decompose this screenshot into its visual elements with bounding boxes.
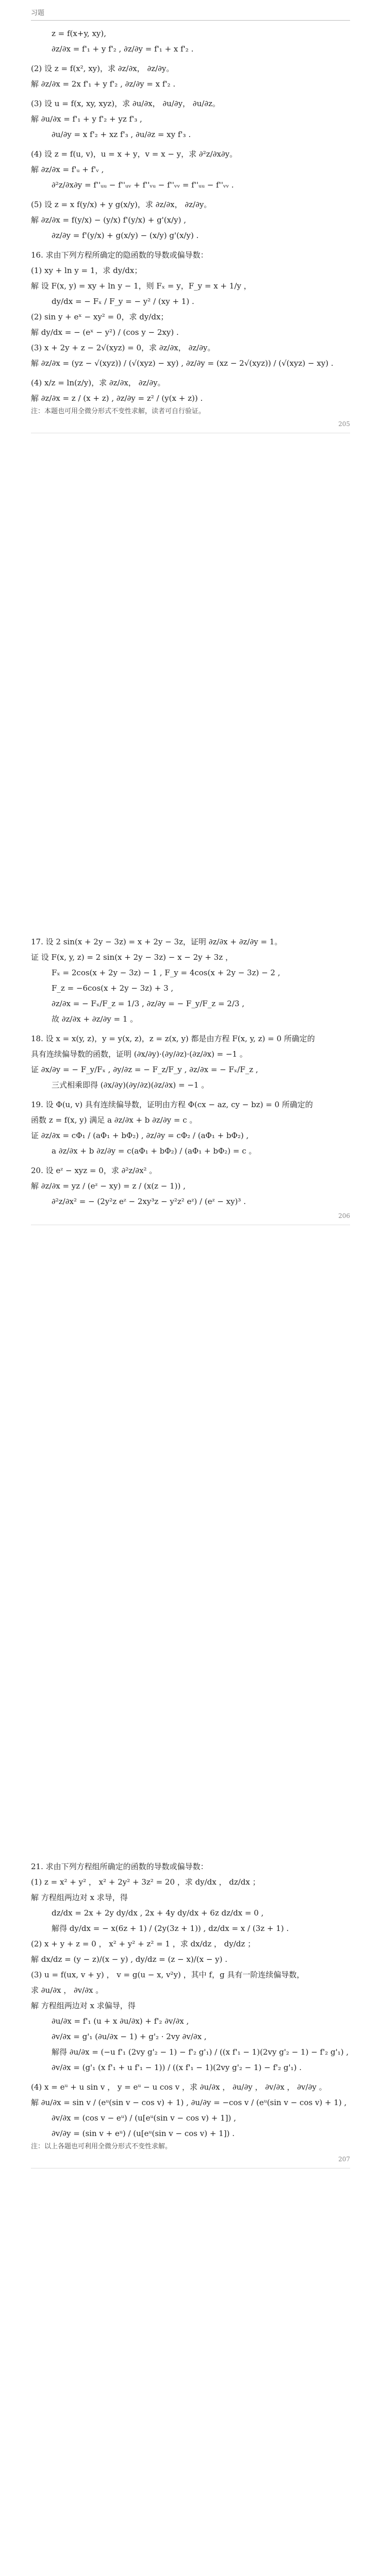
solution-line: 解 ∂z/∂x = (yz − √(xyz)) / (√(xyz) − xy) , ∂z/∂y = (xz − 2√(xyz)) / (√(xyz) − xy) . [31, 359, 334, 368]
solution-line: 证 设 F(x, y, z) = 2 sin(x + 2y − 3z) − x − 2y + 3z ， [31, 953, 233, 962]
problem-line: (4) 设 z = f(u, v)，u = x + y，v = x − y，求 ∂²z/∂x∂y。 [31, 149, 238, 159]
solution-line: 解 ∂z/∂x = z / (x + z) , ∂z/∂y = z² / (y(x + z)) . [31, 394, 203, 403]
page-number: 205 [338, 420, 350, 428]
note-line: 注：以上各题也可利用全微分形式不变性求解。 [31, 2143, 172, 2150]
problem-line: 17. 设 2 sin(x + 2y − 3z) = x + 2y − 3z，证明 ∂z/∂x + ∂z/∂y = 1。 [31, 937, 283, 946]
solution-line: (3) u = f(ux, v + y) ， v = g(u − x, v²y) ，其中 f，g 具有一阶连续偏导数， [31, 1970, 305, 1979]
solution-line: 解 方程组两边对 x 求导，得 [31, 1893, 128, 1902]
solution-line: 证 ∂z/∂x = cΦ₁ / (aΦ₁ + bΦ₂) , ∂z/∂y = cΦ₂ / (aΦ₁ + bΦ₂) , [31, 1131, 249, 1140]
solution-line: 解 ∂z/∂x = f'ᵤ + f'ᵥ , [31, 165, 104, 174]
problem-line: 20. 设 eᶻ − xyz = 0，求 ∂²z/∂x² 。 [31, 1166, 157, 1175]
math-line: a ∂z/∂x + b ∂z/∂y = c(aΦ₁ + bΦ₂) / (aΦ₁ + bΦ₂) = c 。 [52, 1146, 257, 1156]
math-line: ∂v/∂y = (sin v + eᵘ) / (u[eᵘ(sin v − cos v) + 1]) . [52, 2129, 235, 2138]
problem-line: 21. 求由下列方程组所确定的函数的导数或偏导数： [31, 1862, 208, 1871]
math-line: ∂²z/∂x² = − (2y²z eᶻ − 2xy³z − y²z² eᶻ) / (eᶻ − xy)³ . [52, 1197, 246, 1206]
math-line: ∂z/∂x = − Fₓ/F_z = 1/3 , ∂z/∂y = − F_y/F_z = 2/3 , [52, 999, 244, 1008]
solution-line: 解 dx/dz = (y − z)/(x − y) , dy/dz = (z − x)/(x − y) . [31, 1955, 228, 1964]
page-sheet [0, 0, 381, 438]
math-line: dz/dx = 2x + 2y dy/dx , 2x + 4y dy/dx + 6z dz/dx = 0 , [52, 1908, 264, 1918]
solution-line: 解 dy/dx = − (eˣ − y²) / (cos y − 2xy) . [31, 328, 179, 337]
problem-line: (3) 设 u = f(x, xy, xyz)，求 ∂u/∂x， ∂u/∂y， ∂u/∂z。 [31, 99, 220, 108]
math-line: ∂v/∂x = (g'₁ (x f'₁ + u f'₁ − 1)) / ((x f'₁ − 1)(2vy g'₂ − 1) − f'₂ g'₁) . [52, 2063, 302, 2072]
problem-line: 18. 设 x = x(y, z)，y = y(x, z)，z = z(x, y) 都是由方程 F(x, y, z) = 0 所确定的 [31, 1034, 315, 1043]
math-line: ∂z/∂x = f'₁ + y f'₂ , ∂z/∂y = f'₁ + x f'₂ . [52, 44, 194, 54]
solution-line: 求 ∂u/∂x ， ∂v/∂x 。 [31, 1986, 104, 1995]
math-line: ∂²z/∂x∂y = f''ᵤᵤ − f''ᵤᵥ + f''ᵥᵤ − f''ᵥᵥ = f''ᵤᵤ − f''ᵥᵥ . [52, 180, 234, 190]
solution-line: 解 方程组两边对 x 求偏导，得 [31, 2001, 136, 2010]
solution-line: 解 ∂z/∂x = yz / (eᶻ − xy) = z / (x(z − 1)) , [31, 1181, 186, 1191]
math-line: ∂v/∂x = (cos v − eᵘ) / (u[eᵘ(sin v − cos v) + 1]) , [52, 2113, 236, 2123]
solution-line: 解 设 F(x, y) = xy + ln y − 1，则 Fₓ = y，F_y = x + 1/y ， [31, 281, 252, 291]
math-line: ∂v/∂x = g'₁ (∂u/∂x − 1) + g'₂ · 2vy ∂v/∂x , [52, 2032, 207, 2041]
math-line: 故 ∂z/∂x + ∂z/∂y = 1 。 [52, 1014, 138, 1024]
solution-line: 解 ∂z/∂x = 2x f'₁ + y f'₂ , ∂z/∂y = x f'₂ . [31, 79, 176, 89]
page-sheet [0, 1850, 381, 2174]
solution-line: 解 ∂z/∂x = f(y/x) − (y/x) f'(y/x) + g'(x/y) , [31, 215, 187, 225]
math-line: Fₓ = 2cos(x + 2y − 3z) − 1 , F_y = 4cos(x + 2y − 3z) − 2 , [52, 968, 280, 977]
math-line: 三式相乘即得 (∂x/∂y)(∂y/∂z)(∂z/∂x) = −1 。 [52, 1080, 209, 1090]
solution-line: 证 ∂x/∂y = − F_y/Fₓ , ∂y/∂z = − F_z/F_y , ∂z/∂x = − Fₓ/F_z , [31, 1065, 258, 1074]
math-line: ∂z/∂y = f'(y/x) + g(x/y) − (x/y) g'(x/y) . [52, 231, 199, 240]
page-sheet [0, 925, 381, 1230]
solution-line: (3) x + 2y + z − 2√(xyz) = 0，求 ∂z/∂x， ∂z/∂y。 [31, 343, 216, 352]
solution-line: (1) z = x² + y² ， x² + 2y² + 3z² = 20 ，求 dy/dx ， dz/dx ； [31, 1877, 260, 1887]
solution-line: 具有连续偏导数的函数，证明 (∂x/∂y)·(∂y/∂z)·(∂z/∂x) = −1 。 [31, 1049, 247, 1059]
solution-line: (2) sin y + eˣ − xy² = 0，求 dy/dx； [31, 312, 169, 321]
problem-line: 16. 求由下列方程所确定的隐函数的导数或偏导数： [31, 250, 208, 260]
solution-line: (1) xy + ln y = 1，求 dy/dx； [31, 266, 142, 275]
page-number: 206 [338, 1212, 350, 1219]
page-header: 习题 [31, 5, 350, 21]
solution-line: 函数 z = f(x, y) 满足 a ∂z/∂x + b ∂z/∂y = c 。 [31, 1115, 197, 1125]
solution-line: 解 ∂u/∂x = f'₁ + y f'₂ + yz f'₃ , [31, 114, 142, 124]
math-line: ∂u/∂y = x f'₂ + xz f'₃ , ∂u/∂z = xy f'₃ . [52, 130, 191, 139]
problem-line: 19. 设 Φ(u, v) 具有连续偏导数，证明由方程 Φ(cx − az, cy − bz) = 0 所确定的 [31, 1100, 313, 1109]
math-line: ∂u/∂x = f'₁ (u + x ∂u/∂x) + f'₂ ∂v/∂x , [52, 2016, 189, 2026]
problem-line: (4) x/z = ln(z/y)，求 ∂z/∂x， ∂z/∂y。 [31, 378, 165, 387]
solution-line: 解 ∂u/∂x = sin v / (eᵘ(sin v − cos v) + 1) , ∂u/∂y = −cos v / (eᵘ(sin v − cos v) + 1) , [31, 2098, 347, 2107]
math-line: F_z = −6cos(x + 2y − 3z) + 3 , [52, 984, 174, 993]
solution-line: (2) x + y + z = 0 ， x² + y² + z² = 1 ，求 dx/dz ， dy/dz ； [31, 1939, 256, 1948]
problem-line: (5) 设 z = x f(y/x) + y g(x/y)，求 ∂z/∂x， ∂z/∂y。 [31, 200, 212, 209]
problem-line: (4) x = eᵘ + u sin v ， y = eᵘ − u cos v ，求 ∂u/∂x ， ∂u/∂y ， ∂v/∂x ， ∂v/∂y 。 [31, 2082, 327, 2092]
note-line: 注：本题也可用全微分形式不变性求解，读者可自行验证。 [31, 408, 206, 415]
problem-line: (2) 设 z = f(x², xy)，求 ∂z/∂x， ∂z/∂y。 [31, 64, 174, 73]
math-line: 解得 dy/dx = − x(6z + 1) / (2y(3z + 1)) , dz/dx = x / (3z + 1) . [52, 1924, 289, 1933]
math-line: 解得 ∂u/∂x = (−u f'₁ (2vy g'₂ − 1) − f'₂ g'₁) / ((x f'₁ − 1)(2vy g'₂ − 1) − f'₂ g'₁) , [52, 2047, 349, 2057]
math-line: dy/dx = − Fₓ / F_y = − y² / (xy + 1) . [52, 297, 194, 306]
math-line: z = f(x+y, xy), [52, 29, 107, 38]
page-number: 207 [338, 2156, 350, 2163]
